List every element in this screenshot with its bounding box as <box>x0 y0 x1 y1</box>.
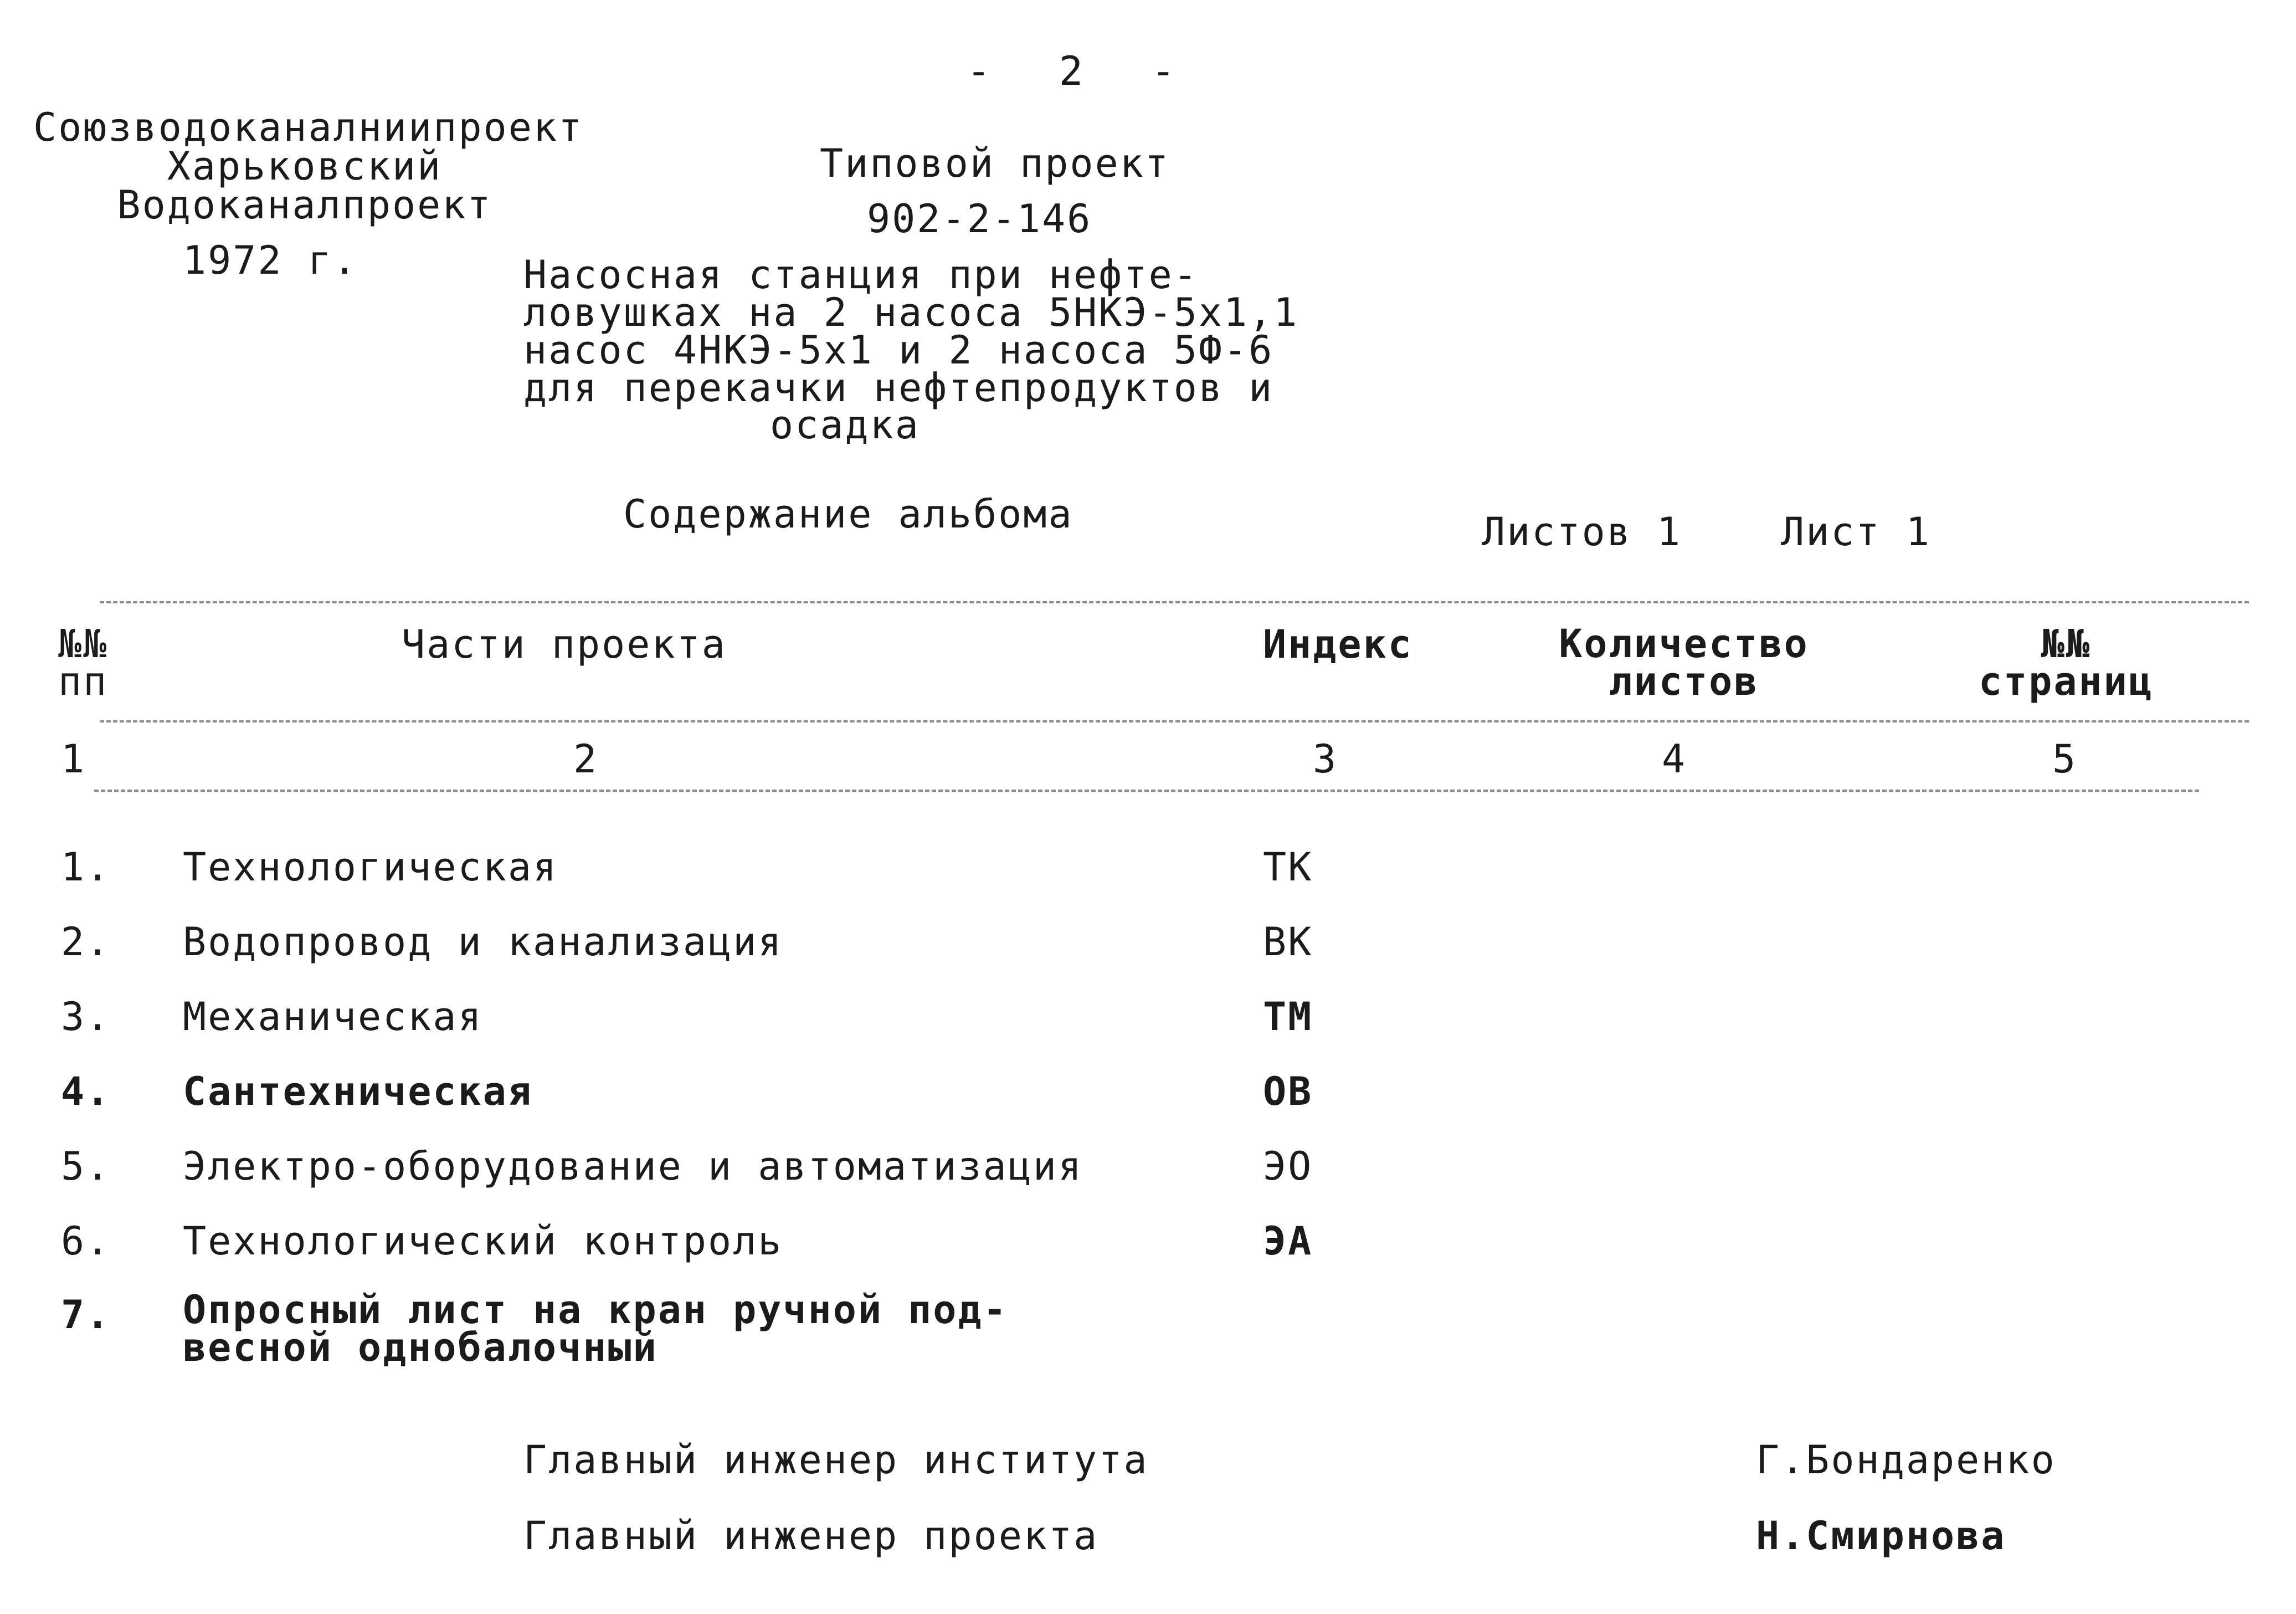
row-num: 2. <box>61 919 111 965</box>
org-name-line1: Союзводоканалниипроект <box>33 105 584 150</box>
project-type-label: Типовой проект <box>820 141 1170 186</box>
org-year: 1972 г. <box>183 238 358 283</box>
row-name: Опросный лист на кран ручной под- весной однобалочный <box>183 1287 1008 1370</box>
project-description-last: осадка <box>770 402 920 448</box>
org-name-line2: Харьковский <box>167 144 443 189</box>
row-name: Механическая <box>183 994 483 1039</box>
project-description: Насосная станция при нефте- ловушках на 2 насоса 5НКЭ-5х1,1 насос 4НКЭ-5х1 и 2 насоса 5Ф-6 для перекачки нефтепродуктов и <box>523 252 1299 411</box>
table-rule-header <box>100 720 2249 723</box>
sheet-number: Лист 1 <box>1781 509 1931 555</box>
row-name: Сантехническая <box>183 1069 533 1114</box>
header-pages: №№ страниц <box>1978 621 2154 704</box>
row-num: 3. <box>61 994 111 1039</box>
sheets-total: Листов 1 <box>1482 509 1682 555</box>
page-number: - 2 - <box>967 48 1198 94</box>
col-number: 1 <box>61 736 86 782</box>
col-number: 4 <box>1662 736 1687 782</box>
row-num: 1. <box>61 844 111 890</box>
header-index: Индекс <box>1263 622 1413 667</box>
row-num: 5. <box>61 1144 111 1189</box>
row-index: ВК <box>1263 919 1313 965</box>
signature-role: Главный инженер проекта <box>523 1513 1099 1559</box>
table-rule-top <box>100 601 2249 603</box>
header-sheets: Количество листов <box>1559 621 1809 704</box>
project-code: 902-2-146 <box>867 196 1092 242</box>
row-num: 6. <box>61 1218 111 1264</box>
row-num: 4. <box>61 1069 111 1114</box>
row-index: ОВ <box>1263 1069 1313 1114</box>
row-index: ЭО <box>1263 1144 1313 1189</box>
col-number: 2 <box>573 736 599 782</box>
row-num: 7. <box>61 1292 111 1338</box>
row-name: Водопровод и канализация <box>183 919 783 965</box>
col-number: 3 <box>1313 736 1338 782</box>
row-name: Технологический контроль <box>183 1218 783 1264</box>
header-parts: Части проекта <box>402 622 727 667</box>
album-title: Содержание альбома <box>623 491 1073 537</box>
row-name: Электро-оборудование и автоматизация <box>183 1144 1083 1189</box>
org-name-line3: Водоканалпроект <box>117 182 492 228</box>
row-index: ЭА <box>1263 1218 1313 1264</box>
row-name: Технологическая <box>183 844 558 890</box>
signature-name: Г.Бондаренко <box>1756 1437 2056 1483</box>
header-num: №№ пп <box>58 621 109 704</box>
col-number: 5 <box>2052 736 2078 782</box>
row-index: ТК <box>1263 844 1313 890</box>
signature-name: Н.Смирнова <box>1756 1513 2006 1559</box>
row-index: ТМ <box>1263 994 1313 1039</box>
signature-role: Главный инженер института <box>523 1437 1149 1483</box>
table-rule-numbers <box>94 790 2199 792</box>
